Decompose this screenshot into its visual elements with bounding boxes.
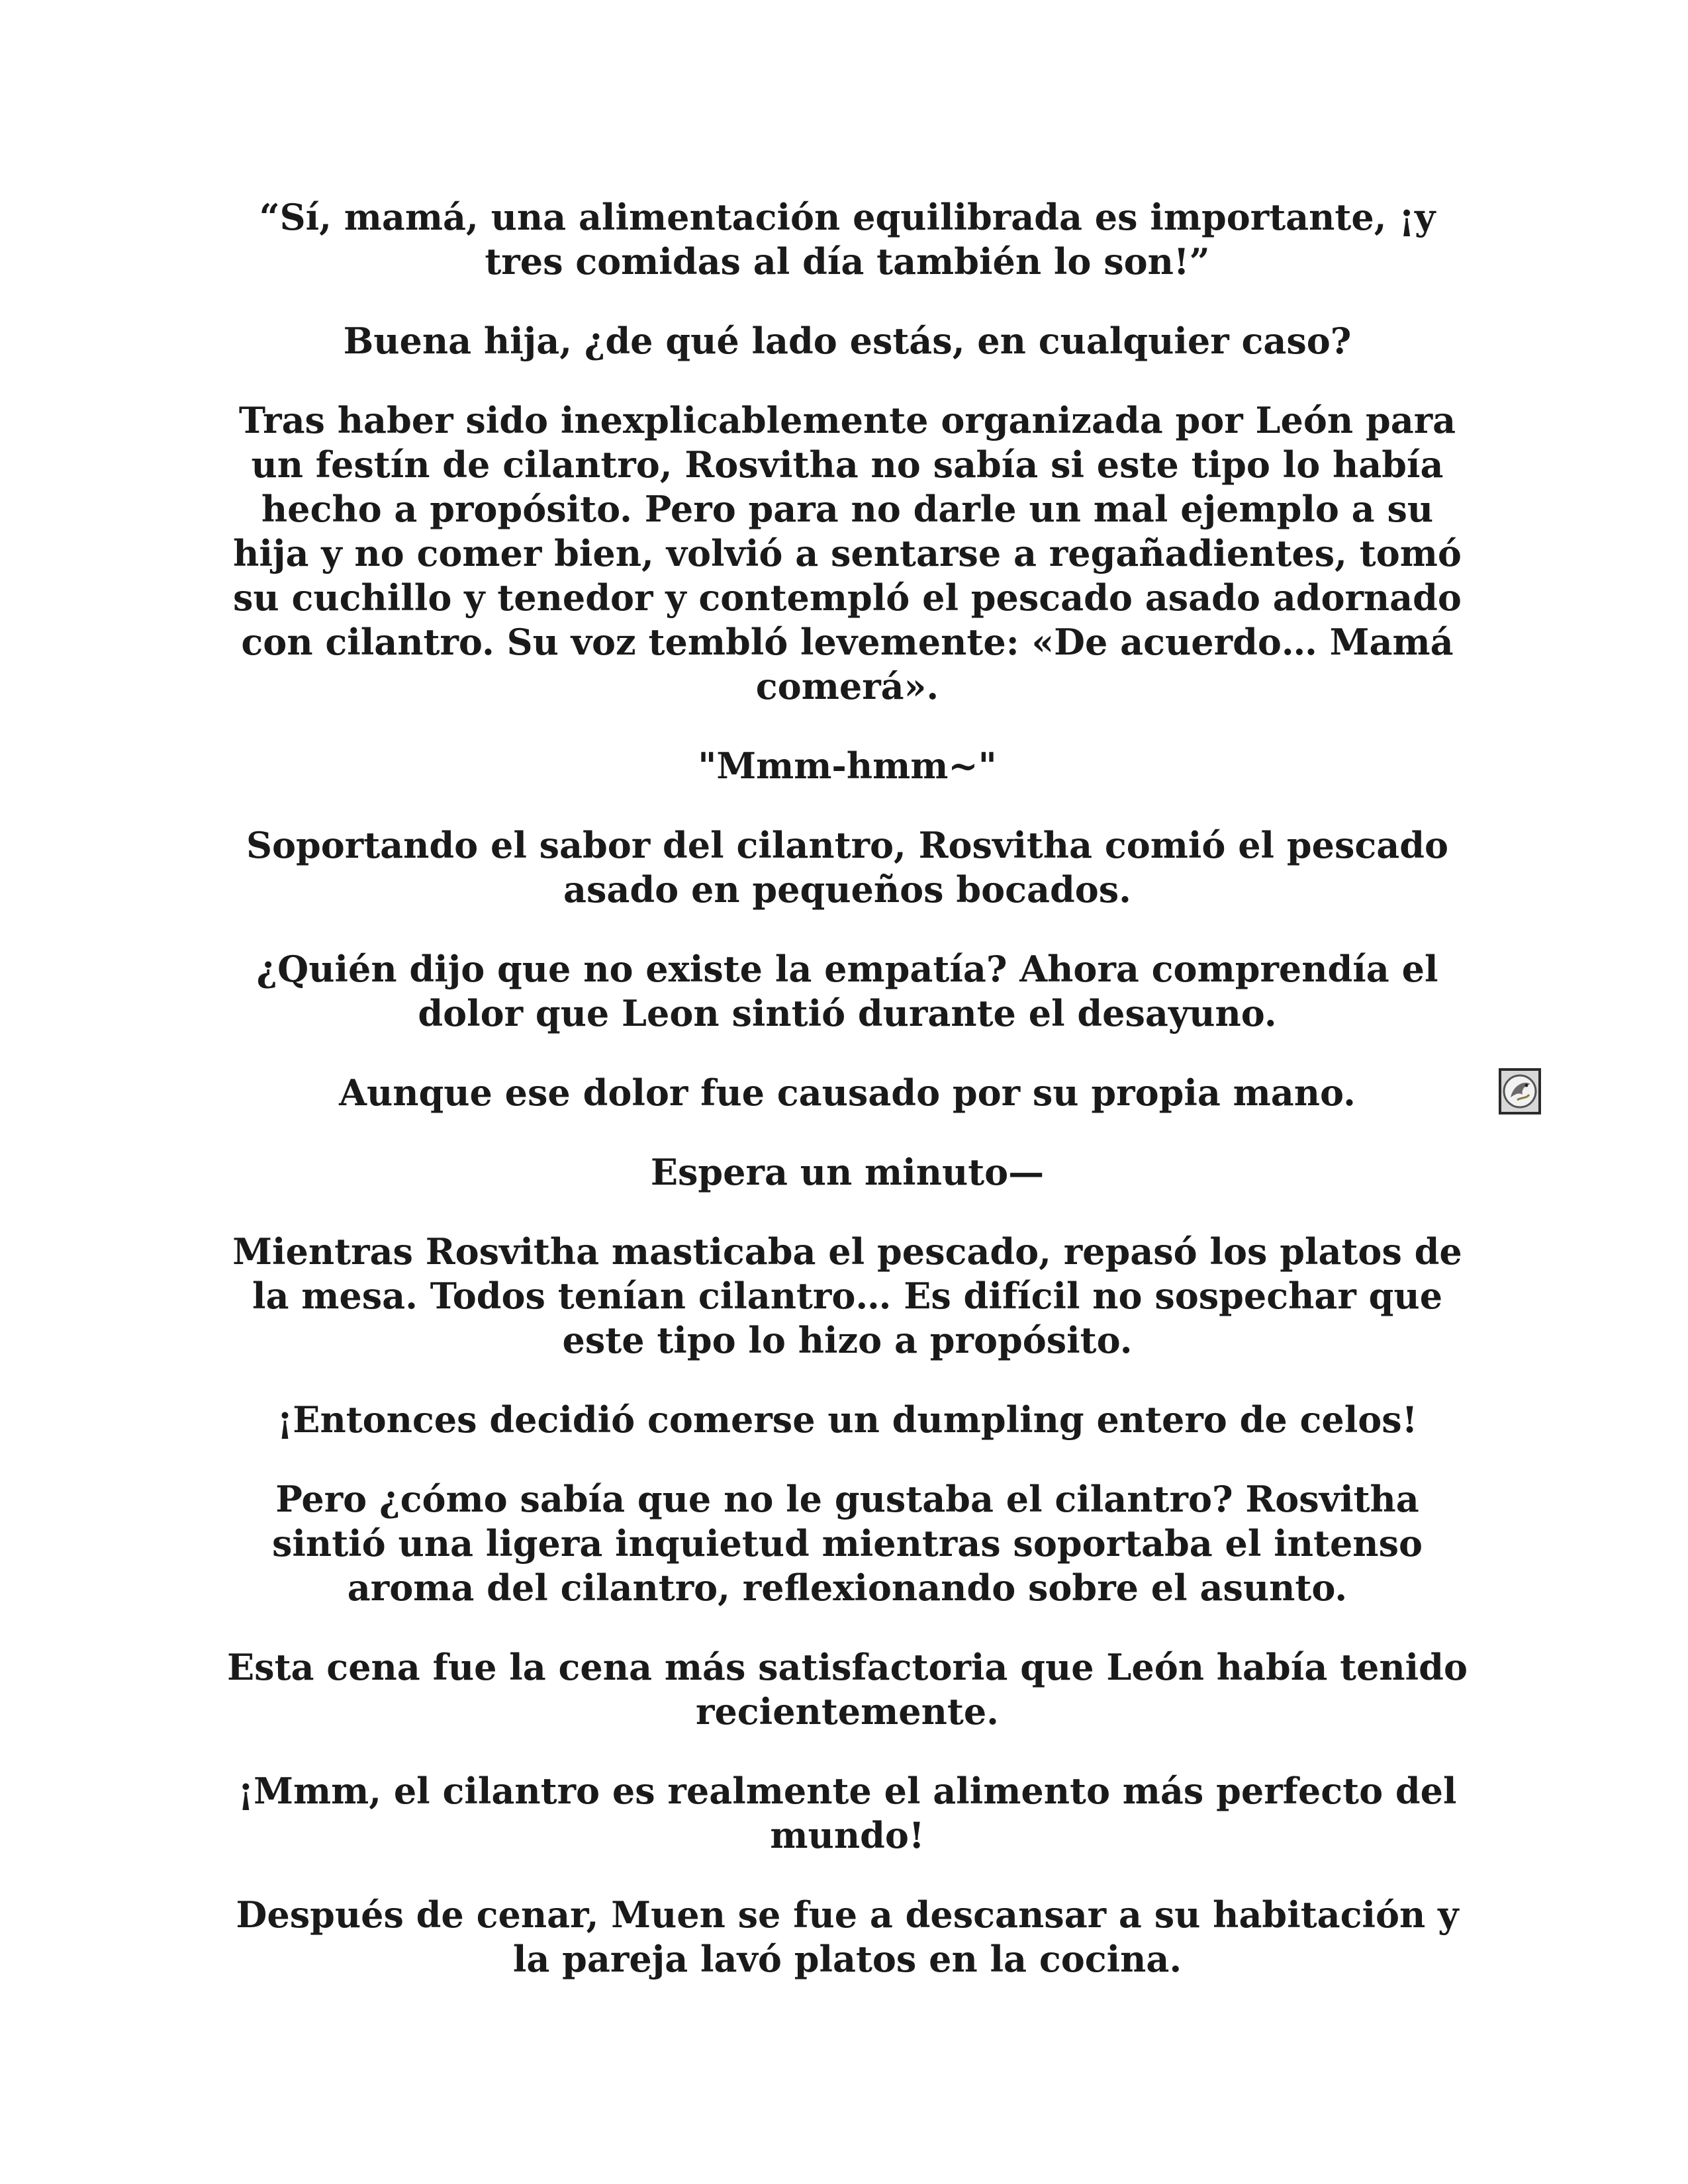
document-body — [225, 195, 1470, 2017]
paragraph-9: Mientras Rosvitha masticaba el pescado, repasó los platos de la mesa. Todos tenían cilantro… Es difícil no sospechar que este tipo lo hizo a propósito. — [232, 1230, 1462, 1361]
paragraph-13: ¡Mmm, el cilantro es realmente el alimento más perfecto del mundo! — [238, 1770, 1457, 1856]
paragraph-3: Tras haber sido inexplicablemente organizada por León para un festín de cilantro, Rosvitha no sabía si este tipo lo había hecho a propósito. Pero para no darle un mal ejemplo a su hija y no comer bien, volvió a sentarse a regañadientes, tomó su cuchillo y tenedor y contempló el pescado asado adornado con cilantro. Su voz tembló levemente: «De acuerdo… Mamá comerá». — [233, 399, 1462, 707]
paragraph-6: ¿Quién dijo que no existe la empatía? Ahora comprendía el dolor que Leon sintió durante el desayuno. — [256, 948, 1438, 1034]
paragraph-10: ¡Entonces decidió comerse un dumpling entero de celos! — [277, 1398, 1418, 1441]
paragraph-14: Después de cenar, Muen se fue a descansar a su habitación y la pareja lavó platos en la cocina. — [236, 1893, 1459, 1980]
paragraph-8: Espera un minuto— — [650, 1151, 1045, 1193]
paragraph-11: Pero ¿cómo sabía que no le gustaba el cilantro? Rosvitha sintió una ligera inquietud mientras soportaba el intenso aroma del cilantro, reflexionando sobre el asunto. — [272, 1478, 1423, 1609]
paragraph-2: Buena hija, ¿de qué lado estás, en cualquier caso? — [343, 320, 1352, 362]
paragraph-5: Soportando el sabor del cilantro, Rosvitha comió el pescado asado en pequeños bocados. — [246, 824, 1449, 911]
dragon-emblem-icon — [1499, 1068, 1541, 1115]
paragraph-7: Aunque ese dolor fue causado por su propia mano. — [339, 1071, 1356, 1114]
paragraph-4: "Mmm-hmm~" — [698, 745, 997, 787]
paragraph-1: “Sí, mamá, una alimentación equilibrada es importante, ¡y tres comidas al día también lo son!” — [259, 196, 1436, 283]
paragraph-12: Esta cena fue la cena más satisfactoria que León había tenido recientemente. — [227, 1646, 1468, 1733]
